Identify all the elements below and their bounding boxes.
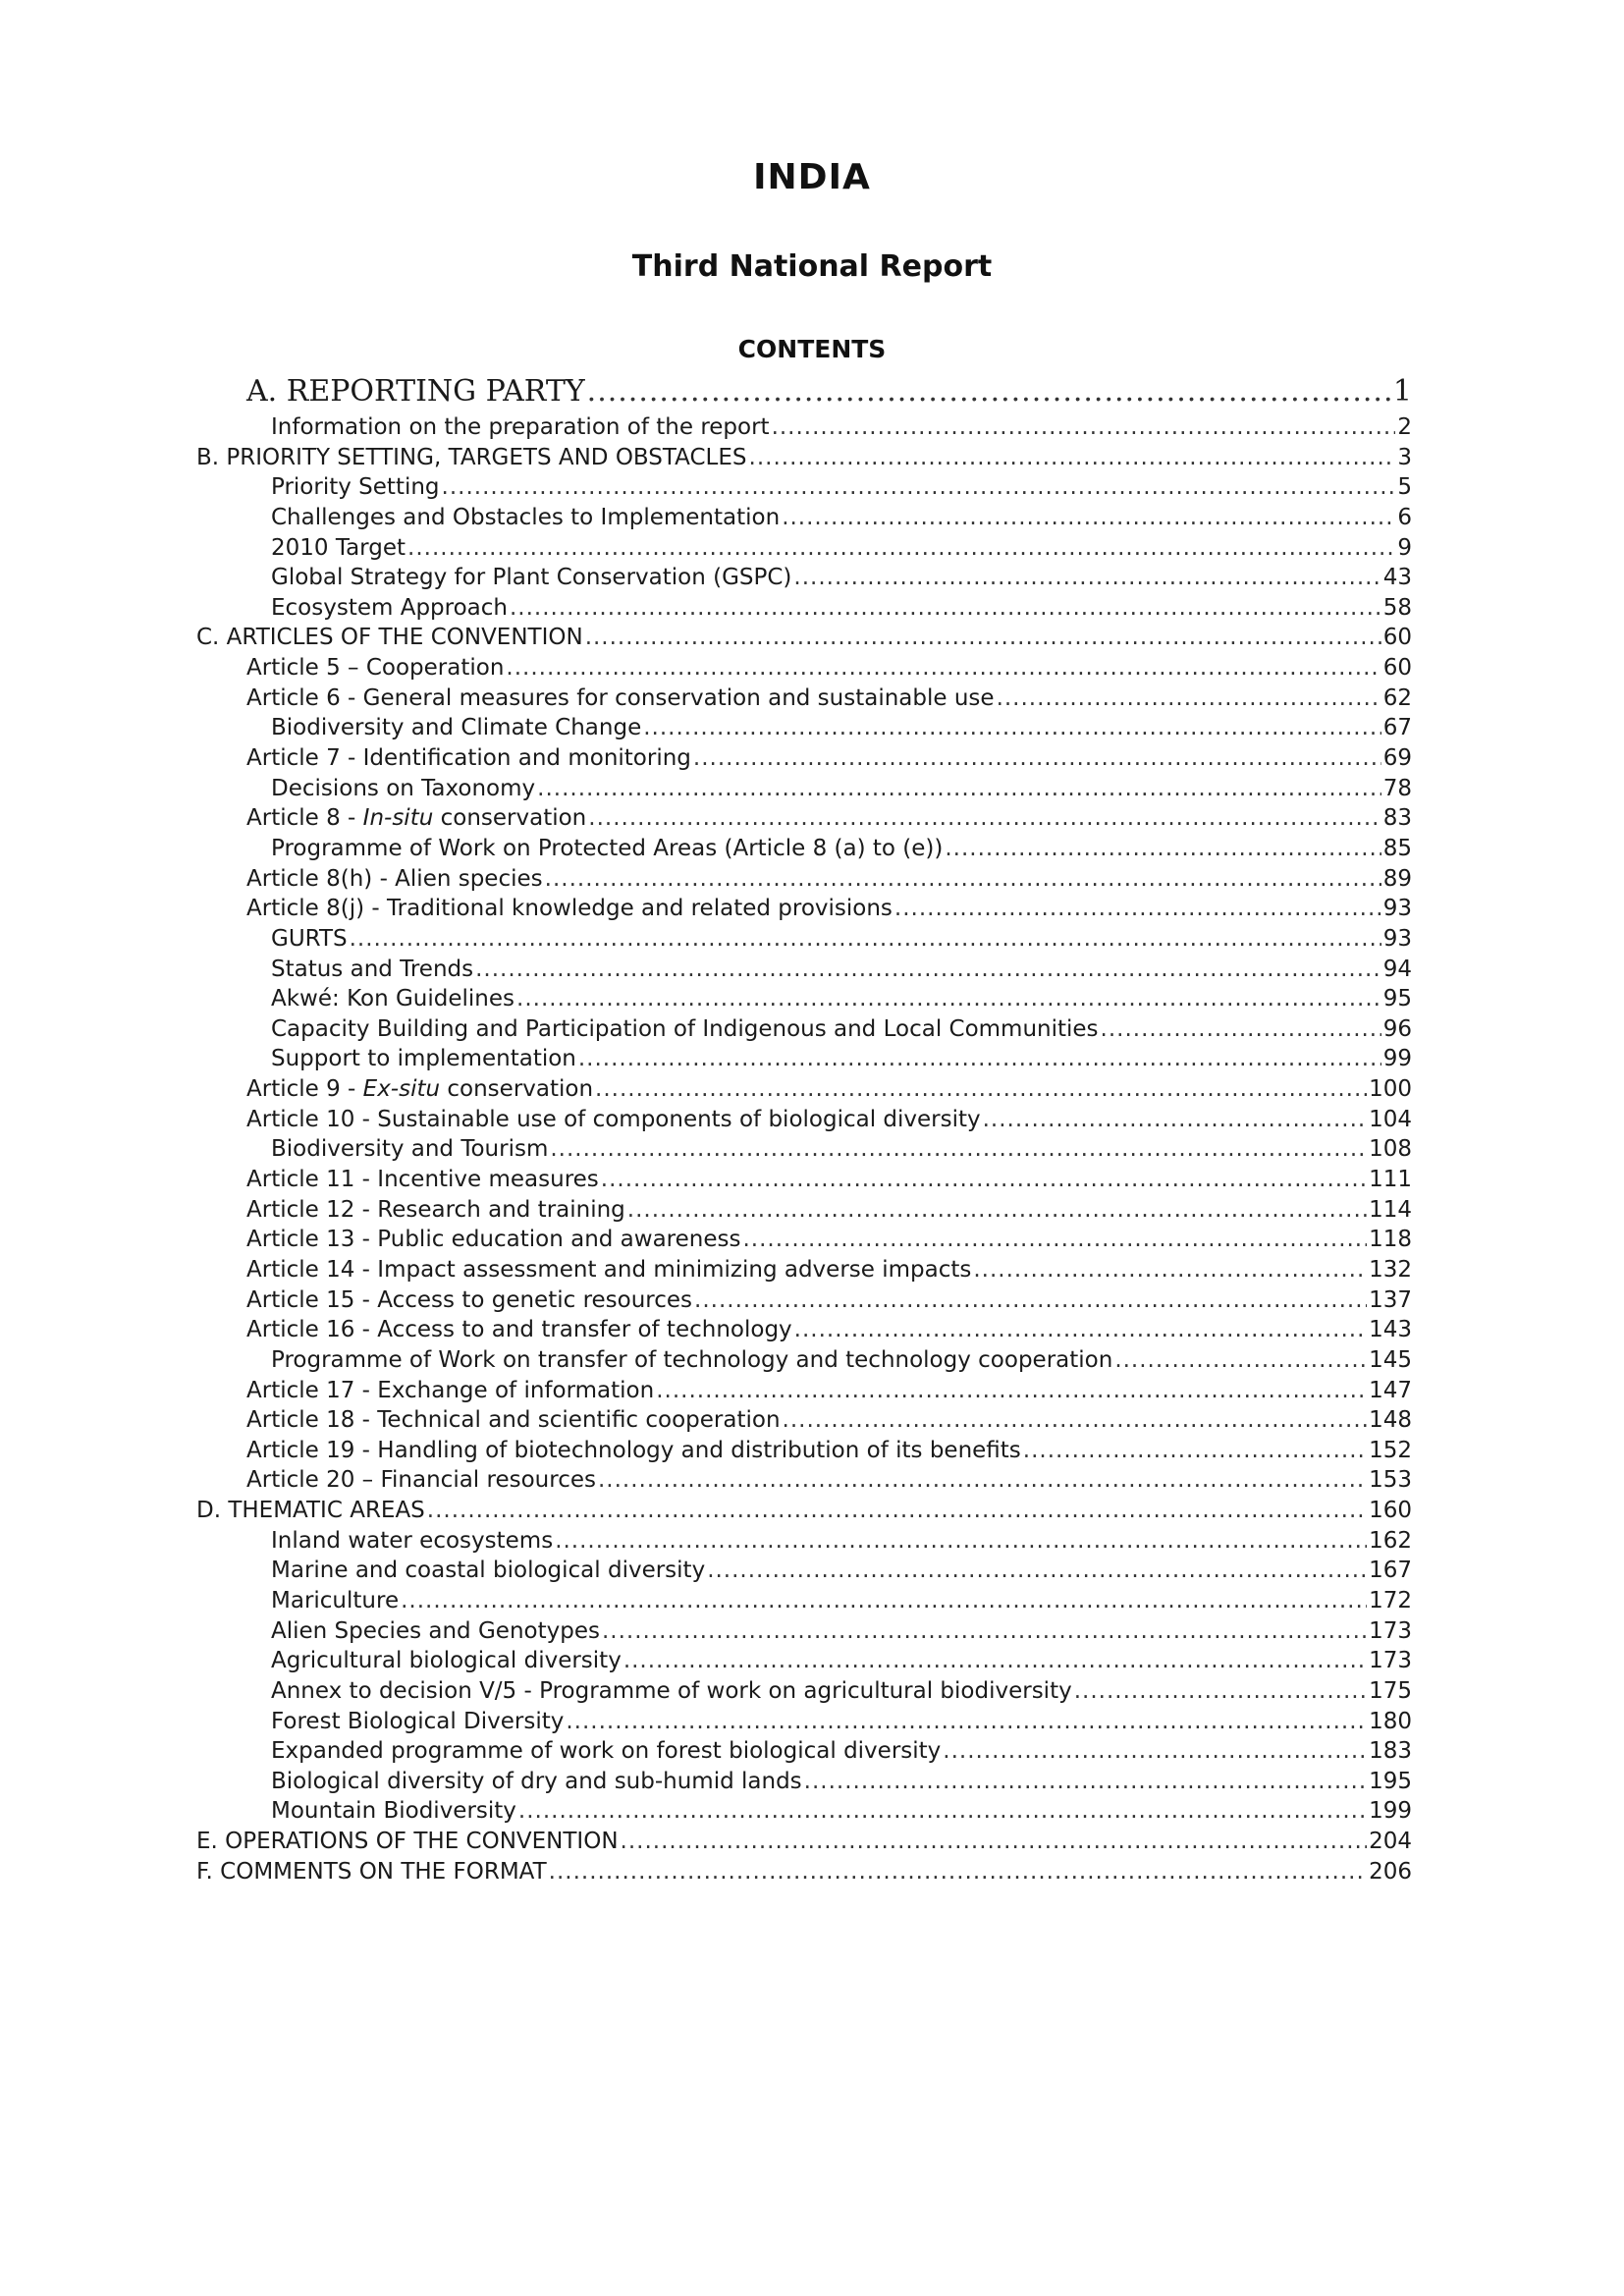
toc-entry: [196, 1345, 1412, 1376]
toc-entry-title: Agricultural biological diversity: [271, 1648, 622, 1674]
toc-page-number: 152: [1369, 1437, 1412, 1463]
toc-entry-title: Akwé: Kon Guidelines: [271, 986, 515, 1012]
toc-page-number: 175: [1369, 1677, 1412, 1704]
toc-entry-title: Decisions on Taxonomy: [271, 775, 536, 801]
toc-leader-dots: [623, 1646, 1367, 1676]
toc-page-number: 104: [1369, 1106, 1412, 1132]
toc-entry-title: Article 16 - Access to and transfer of technology: [246, 1317, 792, 1343]
toc-leader-dots: [506, 653, 1380, 683]
toc-page-number: 143: [1369, 1317, 1412, 1343]
toc-page-number: 167: [1369, 1558, 1412, 1584]
toc-page-number: 180: [1369, 1708, 1412, 1734]
toc-entry: [196, 1225, 1412, 1255]
toc-entry: [196, 472, 1412, 503]
toc-page-number: 147: [1369, 1377, 1412, 1403]
toc-page-number: 83: [1382, 805, 1412, 832]
toc-entry-title: Status and Trends: [271, 956, 474, 982]
toc-entry-title: Article 13 - Public education and awareness: [246, 1227, 741, 1253]
toc-entry: [196, 743, 1412, 774]
toc-leader-dots: [588, 803, 1380, 834]
toc-leader-dots: [772, 412, 1396, 443]
toc-entry-title: 2010 Target: [271, 534, 406, 561]
toc-page-number: 172: [1369, 1587, 1412, 1613]
toc-page-number: 95: [1382, 986, 1412, 1012]
toc-page-number: 67: [1382, 715, 1412, 741]
toc-page-number: 153: [1369, 1467, 1412, 1494]
toc-entry-title: Ecosystem Approach: [271, 594, 508, 621]
toc-leader-dots: [585, 623, 1381, 653]
toc-entry: [196, 1285, 1412, 1316]
toc-leader-dots: [407, 533, 1395, 564]
toc-leader-dots: [566, 1707, 1367, 1737]
table-of-contents: [196, 371, 1412, 1886]
toc-entry: [196, 924, 1412, 955]
toc-entry: [196, 1165, 1412, 1195]
toc-leader-dots: [693, 743, 1381, 774]
toc-leader-dots: [537, 774, 1381, 804]
toc-leader-dots: [602, 1616, 1367, 1647]
toc-entry: [196, 1465, 1412, 1496]
toc-entry-title: Article 18 - Technical and scientific cooperation: [246, 1407, 781, 1434]
toc-entry-title: Biodiversity and Tourism: [271, 1136, 549, 1163]
toc-entry-title: Article 15 - Access to genetic resources: [246, 1286, 693, 1313]
toc-leader-dots: [749, 443, 1396, 473]
toc-entry-title: A. REPORTING PARTY: [246, 374, 585, 409]
toc-page-number: 1: [1392, 374, 1412, 409]
toc-leader-dots: [894, 894, 1381, 924]
toc-entry: [196, 1315, 1412, 1345]
toc-page-number: 137: [1369, 1286, 1412, 1313]
toc-entry-title: Article 17 - Exchange of information: [246, 1377, 655, 1403]
toc-entry: [196, 1646, 1412, 1676]
toc-entry-title: Biological diversity of dry and sub-humid lands: [271, 1768, 802, 1794]
toc-leader-dots: [545, 864, 1381, 895]
toc-leader-dots: [943, 1736, 1367, 1767]
toc-entry-title: Mountain Biodiversity: [271, 1798, 516, 1825]
toc-leader-dots: [656, 1376, 1367, 1406]
toc-entry: [196, 1707, 1412, 1737]
toc-leader-dots: [598, 1465, 1367, 1496]
toc-page-number: 183: [1369, 1738, 1412, 1765]
toc-entry: [196, 563, 1412, 593]
toc-leader-dots: [1074, 1676, 1367, 1707]
toc-page-number: 3: [1397, 444, 1412, 470]
toc-page-number: 60: [1382, 655, 1412, 682]
toc-leader-dots: [621, 1827, 1368, 1857]
toc-leader-dots: [555, 1526, 1367, 1557]
toc-page-number: 93: [1382, 896, 1412, 922]
toc-page-number: 89: [1382, 865, 1412, 892]
toc-entry-title: Alien Species and Genotypes: [271, 1617, 600, 1644]
toc-leader-dots: [601, 1165, 1367, 1195]
toc-leader-dots: [578, 1044, 1381, 1074]
toc-entry-title: Expanded programme of work on forest biological diversity: [271, 1738, 942, 1765]
toc-leader-dots: [627, 1195, 1367, 1226]
toc-page-number: 2: [1397, 414, 1412, 440]
toc-entry: [196, 412, 1412, 443]
toc-leader-dots: [794, 1315, 1367, 1345]
toc-entry: [196, 834, 1412, 864]
toc-entry-title: Information on the preparation of the report: [271, 414, 770, 440]
toc-leader-dots: [401, 1586, 1367, 1616]
toc-leader-dots: [804, 1767, 1367, 1797]
toc-entry-title: Article 7 - Identification and monitoring: [246, 745, 691, 772]
toc-entry: [196, 1376, 1412, 1406]
toc-entry-title: C. ARTICLES OF THE CONVENTION: [196, 625, 583, 651]
toc-entry: [196, 713, 1412, 743]
toc-entry-title: Article 5 – Cooperation: [246, 655, 505, 682]
toc-entry-title: Global Strategy for Plant Conservation (GSPC): [271, 565, 792, 591]
toc-page-number: 78: [1382, 775, 1412, 801]
toc-page-number: 99: [1382, 1046, 1412, 1072]
toc-entry: [196, 623, 1412, 653]
toc-page-number: 108: [1369, 1136, 1412, 1163]
toc-page-number: 93: [1382, 925, 1412, 952]
toc-page-number: 195: [1369, 1768, 1412, 1794]
toc-leader-dots: [549, 1857, 1367, 1887]
toc-entry-title: Forest Biological Diversity: [271, 1708, 565, 1734]
toc-page-number: 148: [1369, 1407, 1412, 1434]
toc-entry: [196, 1676, 1412, 1707]
toc-leader-dots: [1101, 1014, 1381, 1045]
toc-page-number: 118: [1369, 1227, 1412, 1253]
contents-heading: CONTENTS: [737, 335, 887, 363]
toc-entry-title: Article 10 - Sustainable use of components of biological diversity: [246, 1106, 981, 1132]
toc-entry: [196, 1796, 1412, 1827]
toc-entry: [196, 1105, 1412, 1135]
toc-entry-title: Programme of Work on Protected Areas (Article 8 (a) to (e)): [271, 835, 944, 861]
toc-page-number: 6: [1397, 504, 1412, 530]
toc-entry: [196, 1767, 1412, 1797]
toc-entry-title: Annex to decision V/5 - Programme of work on agricultural biodiversity: [271, 1677, 1072, 1704]
document-subtitle: Third National Report: [631, 249, 993, 284]
toc-leader-dots: [643, 713, 1380, 743]
toc-leader-dots: [510, 593, 1381, 624]
toc-entry-title: Article 11 - Incentive measures: [246, 1167, 599, 1193]
toc-entry-title: Support to implementation: [271, 1046, 576, 1072]
toc-entry-title: E. OPERATIONS OF THE CONVENTION: [196, 1829, 619, 1855]
toc-entry: [196, 774, 1412, 804]
toc-entry: [196, 1436, 1412, 1466]
toc-page-number: 94: [1382, 956, 1412, 982]
toc-leader-dots: [475, 955, 1381, 985]
toc-page-number: 9: [1397, 534, 1412, 561]
toc-entry-title: Article 8(j) - Traditional knowledge and related provisions: [246, 896, 893, 922]
toc-leader-dots: [516, 984, 1381, 1014]
toc-entry-title: Capacity Building and Participation of Indigenous and Local Communities: [271, 1015, 1099, 1042]
document-title: INDIA: [753, 157, 871, 197]
toc-leader-dots: [442, 472, 1396, 503]
toc-entry-title: Mariculture: [271, 1587, 400, 1613]
toc-entry-title: B. PRIORITY SETTING, TARGETS AND OBSTACLES: [196, 444, 747, 470]
toc-entry: [196, 1074, 1412, 1105]
toc-page-number: 43: [1382, 565, 1412, 591]
toc-entry-title: Article 19 - Handling of biotechnology and distribution of its benefits: [246, 1437, 1021, 1463]
toc-entry: [196, 1496, 1412, 1526]
toc-entry: [196, 1195, 1412, 1226]
toc-leader-dots: [983, 1105, 1367, 1135]
toc-entry: [196, 371, 1412, 412]
toc-leader-dots: [782, 503, 1395, 533]
toc-leader-dots: [587, 371, 1391, 412]
toc-entry-title: Priority Setting: [271, 474, 440, 501]
toc-page-number: 111: [1369, 1167, 1412, 1193]
toc-page-number: 162: [1369, 1527, 1412, 1554]
toc-leader-dots: [945, 834, 1380, 864]
toc-page-number: 5: [1397, 474, 1412, 501]
toc-entry: [196, 1044, 1412, 1074]
toc-entry: [196, 1405, 1412, 1436]
toc-page-number: 100: [1369, 1076, 1412, 1103]
toc-entry: [196, 1134, 1412, 1165]
toc-page-number: 173: [1369, 1617, 1412, 1644]
toc-page-number: 69: [1382, 745, 1412, 772]
toc-entry: [196, 1616, 1412, 1647]
toc-entry-title: Article 20 – Financial resources: [246, 1467, 596, 1494]
toc-entry-title: Article 12 - Research and training: [246, 1196, 625, 1223]
toc-entry-title: Article 6 - General measures for conservation and sustainable use: [246, 684, 995, 711]
toc-entry: [196, 593, 1412, 624]
toc-entry: [196, 1586, 1412, 1616]
toc-entry-title: Biodiversity and Climate Change: [271, 715, 642, 741]
toc-entry: [196, 533, 1412, 564]
toc-entry: [196, 1857, 1412, 1887]
toc-leader-dots: [997, 683, 1381, 714]
toc-entry: [196, 955, 1412, 985]
toc-entry: [196, 864, 1412, 895]
toc-entry: [196, 1827, 1412, 1857]
toc-leader-dots: [550, 1134, 1367, 1165]
toc-entry-title: Inland water ecosystems: [271, 1527, 554, 1554]
toc-leader-dots: [595, 1074, 1367, 1105]
toc-entry: [196, 503, 1412, 533]
toc-entry: [196, 894, 1412, 924]
toc-page-number: 206: [1369, 1858, 1412, 1885]
toc-leader-dots: [694, 1285, 1367, 1316]
toc-entry-title: GURTS: [271, 925, 348, 952]
toc-leader-dots: [427, 1496, 1367, 1526]
toc-entry: [196, 1014, 1412, 1045]
toc-entry-title: Article 8 - In-situ conservation: [246, 805, 587, 832]
toc-leader-dots: [973, 1255, 1367, 1285]
toc-page-number: 199: [1369, 1798, 1412, 1825]
toc-entry: [196, 1526, 1412, 1557]
toc-entry-title: D. THEMATIC AREAS: [196, 1498, 425, 1524]
toc-entry: [196, 653, 1412, 683]
toc-page-number: 145: [1369, 1346, 1412, 1373]
toc-entry-title: F. COMMENTS ON THE FORMAT: [196, 1858, 547, 1885]
toc-page-number: 114: [1369, 1196, 1412, 1223]
toc-page-number: 204: [1369, 1829, 1412, 1855]
toc-entry: [196, 683, 1412, 714]
toc-entry: [196, 803, 1412, 834]
toc-entry: [196, 984, 1412, 1014]
toc-entry: [196, 1556, 1412, 1586]
toc-leader-dots: [350, 924, 1381, 955]
toc-page-number: 132: [1369, 1256, 1412, 1283]
toc-leader-dots: [793, 563, 1380, 593]
toc-entry-title: Article 8(h) - Alien species: [246, 865, 543, 892]
toc-entry-title: Programme of Work on transfer of technology and technology cooperation: [271, 1346, 1113, 1373]
toc-page-number: 96: [1382, 1015, 1412, 1042]
toc-leader-dots: [783, 1405, 1368, 1436]
toc-leader-dots: [742, 1225, 1367, 1255]
toc-entry-title: Challenges and Obstacles to Implementation: [271, 504, 781, 530]
toc-leader-dots: [518, 1796, 1367, 1827]
toc-page-number: 58: [1382, 594, 1412, 621]
toc-page-number: 160: [1369, 1498, 1412, 1524]
toc-page-number: 60: [1382, 625, 1412, 651]
toc-entry-title: Marine and coastal biological diversity: [271, 1558, 706, 1584]
toc-leader-dots: [1114, 1345, 1367, 1376]
toc-page-number: 62: [1382, 684, 1412, 711]
toc-page-number: 85: [1382, 835, 1412, 861]
toc-entry-title: Article 9 - Ex-situ conservation: [246, 1076, 594, 1103]
toc-entry: [196, 1255, 1412, 1285]
toc-entry: [196, 1736, 1412, 1767]
toc-entry-title: Article 14 - Impact assessment and minimizing adverse impacts: [246, 1256, 972, 1283]
toc-page-number: 173: [1369, 1648, 1412, 1674]
toc-leader-dots: [1023, 1436, 1367, 1466]
toc-entry: [196, 443, 1412, 473]
toc-leader-dots: [707, 1556, 1367, 1586]
